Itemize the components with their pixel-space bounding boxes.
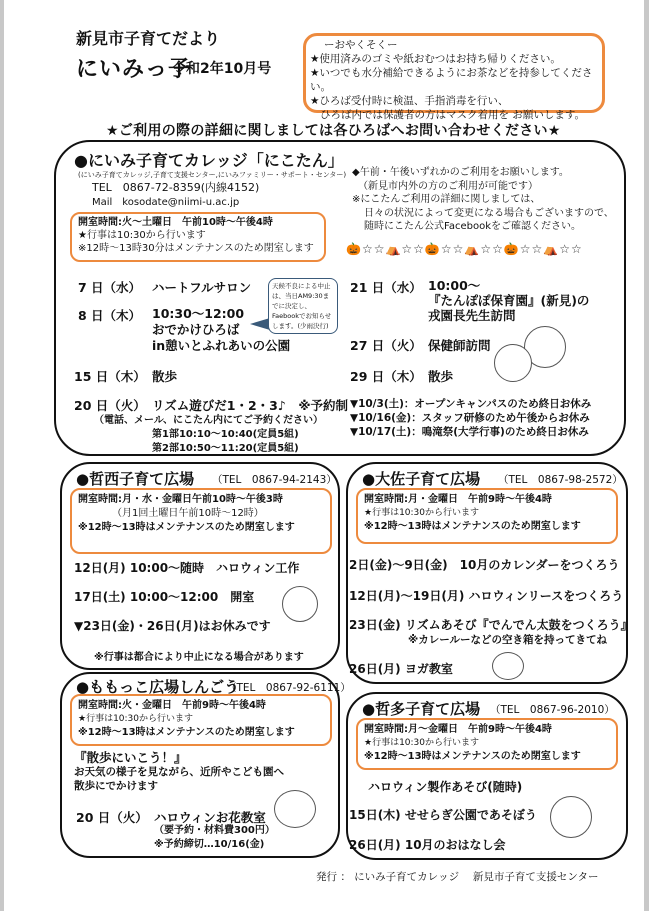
info-line: ※にこたんご利用の詳細に関しましては、 xyxy=(352,194,541,205)
event-note: （要予約・材料費300円） xyxy=(154,825,275,836)
closures-list xyxy=(350,397,591,439)
closure-item: ▼10/3(土)：オープンキャンパスのため終日お休み xyxy=(350,398,592,410)
osa-event: 23日(金) リズムあそび『でんでん太鼓をつくろう』 xyxy=(349,618,633,632)
publisher-footer: 発行 ： にいみ子育てカレッジ 新見市子育て支援センター xyxy=(316,871,599,883)
event-title xyxy=(428,278,589,323)
event-title: ハロウィンお花教室 xyxy=(154,810,266,825)
halloween-decoration: 🎃☆☆⛺☆☆🎃☆☆⛺☆☆🎃☆☆⛺☆☆ xyxy=(346,242,583,256)
tessai-event: 12日(月) 10:00～随時 ハロウィン工作 xyxy=(74,561,300,575)
hours-line: ※12時～13時はメンテナンスのため閉室します xyxy=(364,521,581,532)
event-date: 8 日（木） xyxy=(78,308,142,323)
osa-event: 12日(月)～19日(月) ハロウィンリースをつくろう xyxy=(349,589,624,603)
hours-line: ※12時～13時はメンテナンスのため閉室します xyxy=(364,751,581,762)
event-date: 21 日（水） xyxy=(350,280,422,295)
tessai-hours-box xyxy=(70,488,332,554)
event-title: 散歩 xyxy=(152,369,178,384)
momokko-hours-box xyxy=(70,694,332,746)
event-title: リズム遊びだ1・2・3♪ ※予約制 xyxy=(152,398,348,413)
halloween-illustration xyxy=(282,586,318,622)
hours-line: ★行事は10:30から行います xyxy=(78,713,194,724)
rules-heading: ーおやくそくー xyxy=(324,39,398,51)
hours-line: 開室時間:月・水・金曜日午前10時～午後3時 xyxy=(78,494,283,505)
info-line: 日々の状況によって変更になる場合もございますので、 xyxy=(364,207,614,219)
hours-line: 開室時間:火・金曜日 午前9時～午後4時 xyxy=(78,700,266,711)
event-date: 15 日（木） xyxy=(74,369,146,384)
walk-line: 散歩にでかけます xyxy=(74,780,158,792)
osa-event-note: ※カレールーなどの空き箱を持ってきてね xyxy=(408,634,607,646)
session-1: 第1部10:10～10:40(定員5組) xyxy=(152,429,299,440)
event-line: 10:30～12:00 xyxy=(152,306,245,321)
nikotan-hours-box xyxy=(70,212,326,262)
momokko-title: ●ももっこ広場しんごう xyxy=(76,678,240,696)
event-date: 29 日（木） xyxy=(350,369,422,384)
closure-item: ▼10/16(金)：スタッフ研修のため午後からお休み xyxy=(350,412,590,424)
tetta-title: ●哲多子育て広場 xyxy=(362,700,481,718)
tetta-tel: （TEL 0867-96-2010） xyxy=(490,704,615,716)
hours-line: （月1回土曜日午前10時～12時） xyxy=(112,508,264,519)
tetta-event: 26日(月) 10月のおはなし会 xyxy=(349,838,506,852)
children-illustration xyxy=(550,796,592,838)
event-line: 『たんぽぽ保育園』(新見)の xyxy=(428,293,590,308)
hours-line: 開室時間:月～金曜日 午前9時～午後4時 xyxy=(364,724,552,735)
walk-line: お天気の様子を見ながら、近所やこども園へ xyxy=(74,766,284,778)
nikotan-tel: TEL 0867-72-8359(内線4152) xyxy=(92,181,260,194)
nikotan-subtitle: (にいみ子育てカレッジ,子育て支援センター,にいみファミリー・サポート・センター) xyxy=(78,171,347,179)
info-line: 随時にこたん公式Facebookをご確認ください。 xyxy=(364,221,581,232)
nikotan-mail[interactable]: Mail kosodate@niimi-u.ac.jp xyxy=(92,197,240,208)
tessai-title: ●哲西子育て広場 xyxy=(76,470,195,488)
newsletter-title: にいみっ子 xyxy=(76,57,192,82)
speech-bubble-tail xyxy=(250,318,270,330)
event-date: 7 日（水） xyxy=(78,280,142,295)
hours-line: 開室時間:月・金曜日 午前9時～午後4時 xyxy=(364,494,552,505)
event-title: ハートフルサロン xyxy=(152,280,252,295)
event-date: 27 日（火） xyxy=(350,338,422,353)
hours-line: ※12時～13時30分はメンテナンスのため閉室します xyxy=(78,243,314,254)
tessai-event: 17日(土) 10:00～12:00 開室 xyxy=(74,590,255,604)
hours-line: ★行事は10:30から行います xyxy=(78,230,206,241)
nikotan-info xyxy=(352,166,614,234)
event-notes xyxy=(154,824,275,852)
tessai-note: ※行事は都合により中止になる場合があります xyxy=(94,652,304,663)
flowers-illustration xyxy=(274,790,316,828)
rule-item: ★いつでも水分補給できるようにお茶などを持参してください。 xyxy=(310,67,593,93)
hours-line: ※12時～13時はメンテナンスのため閉室します xyxy=(78,727,295,738)
walk-description xyxy=(74,765,284,793)
children-illustration xyxy=(494,344,532,382)
event-title: 散歩 xyxy=(428,369,454,384)
event-title: 保健師訪問 xyxy=(428,338,491,353)
osa-title: ●大佐子育て広場 xyxy=(362,470,481,488)
event-line: 10:00～ xyxy=(428,278,481,293)
tetta-hours-box xyxy=(356,718,618,770)
tetta-event: 15日(木) せせらぎ公園であそぼう xyxy=(349,808,537,822)
hours-line: ※12時～13時はメンテナンスのため閉室します xyxy=(78,522,295,533)
reservation-note: （電話、メール、にこたん内にてご予約ください） xyxy=(94,415,323,426)
event-note: ※予約締切…10/16(金) xyxy=(154,839,265,850)
hours-line: ★行事は10:30から行います xyxy=(364,737,480,748)
momokko-tel: （TEL 0867-92-6111） xyxy=(226,682,351,694)
tessai-event: ▼23日(金)・26日(月)はお休みです xyxy=(74,619,271,633)
osa-event: 2日(金)～9日(金) 10月のカレンダーをつくろう xyxy=(349,558,620,572)
event-line: 戎園長先生訪問 xyxy=(428,308,516,323)
event-date: 20 日（火） xyxy=(74,398,146,413)
info-line: （新見市内外の方のご利用が可能です） xyxy=(358,180,538,192)
inquiry-notice: ★ご利用の際の詳細に関しましては各ひろばへお問い合わせください★ xyxy=(106,123,561,139)
weather-notice-bubble: 天候不良による中止は、当日AM9:30までに決定し、Faebookでお知らせします。(少雨決行) xyxy=(268,278,338,334)
newsletter-page xyxy=(4,0,644,911)
closure-item: ▼10/17(土)：鳴滝祭(大学行事)のため終日お休み xyxy=(350,426,589,438)
event-line: in憩いとふれあいの公園 xyxy=(152,338,291,353)
rules-box xyxy=(303,33,605,121)
tetta-event: ハロウィン製作あそび(随時) xyxy=(368,780,523,794)
event-line: おでかけひろば xyxy=(152,322,240,337)
rule-item: ★ひろば受付時に検温、手指消毒を行い、 xyxy=(310,95,509,107)
osa-event: 26日(月) ヨガ教室 xyxy=(349,662,453,676)
tessai-tel: （TEL 0867-94-2143） xyxy=(212,474,337,486)
issue-label: 令和2年10月号 xyxy=(172,61,272,77)
event-date: 20 日（火） xyxy=(76,810,148,825)
nikotan-title: ●にいみ子育てカレッジ「にこたん」 xyxy=(74,151,344,170)
children-illustration xyxy=(492,652,524,680)
walk-title: 『散歩にいこう！』 xyxy=(74,750,187,765)
session-2: 第2部10:50～11:20(定員5組) xyxy=(152,443,299,454)
osa-hours-box xyxy=(356,488,618,544)
info-line: ◆午前・午後いずれかのご利用をお願いします。 xyxy=(352,167,569,178)
rule-item: ひろば内では保護者の方はマスク着用を お願いします。 xyxy=(320,109,585,121)
osa-tel: （TEL 0867-98-2572） xyxy=(498,474,623,486)
newsletter-subtitle: 新見市子育てだより xyxy=(76,29,221,48)
hours-line: ★行事は10:30から行います xyxy=(364,507,480,518)
hours-line: 開室時間:火～土曜日 午前10時～午後4時 xyxy=(78,217,273,228)
rule-item: ★使用済みのゴミや紙おむつはお持ち帰りください。 xyxy=(310,53,561,65)
